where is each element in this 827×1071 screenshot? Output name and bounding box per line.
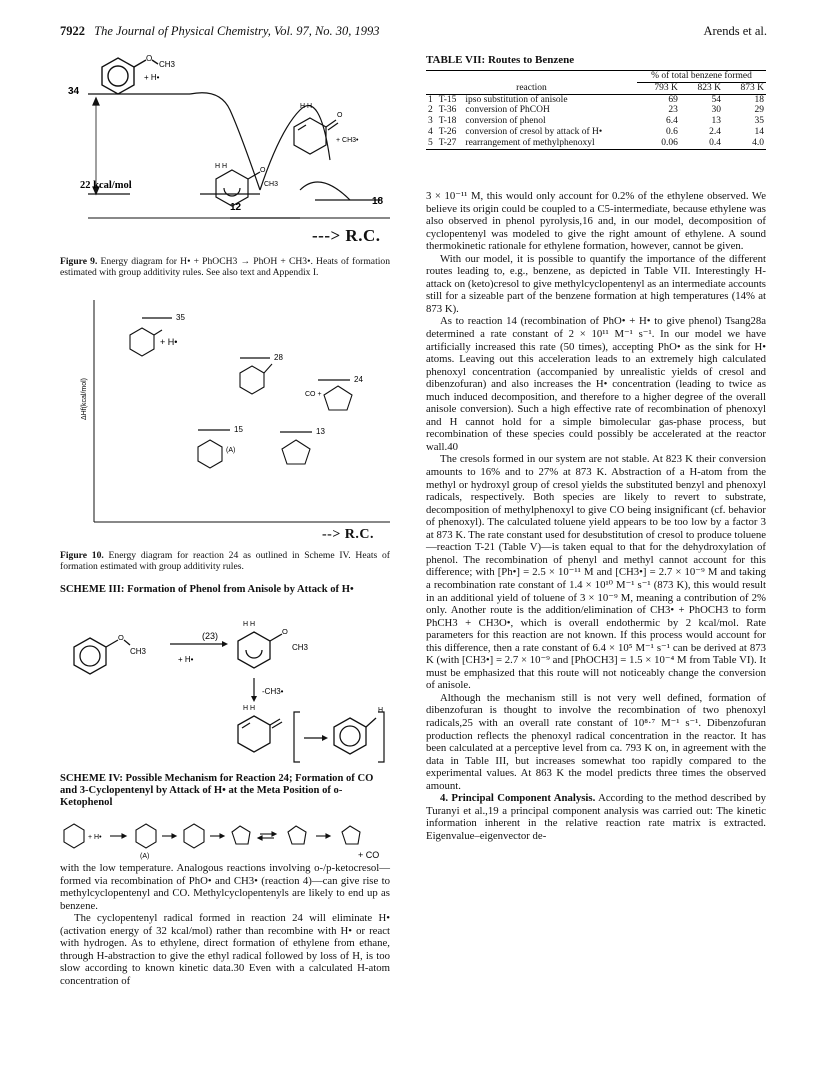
table-7-grid	[426, 70, 766, 150]
figure-10-axis-label: --> R.C.	[322, 527, 375, 542]
figure-9-diagram	[60, 50, 390, 248]
authors: Arends et al.	[703, 24, 767, 38]
ipso-intermediate-structure	[216, 170, 260, 206]
intermediate-28-structure	[240, 364, 272, 394]
right-paragraph: With our model, it is possible to quantify the importance of the different routes leading to, e.g., benzene, as depicted in Table VII. Interestingly H-attack on (keto)cresol to give methylcyclopentenyl as an intermediate accounts still for a sizeable part of the benzene formation at high temperatures (14% at 873 K).	[426, 252, 766, 315]
level-15: 15	[234, 425, 243, 434]
ch3-radical: + CH3•	[336, 137, 359, 144]
cell-value: 54	[711, 94, 721, 105]
right-body-text	[426, 190, 766, 842]
temp-header: 873 K	[723, 82, 766, 94]
o-s3a: O	[118, 633, 124, 642]
bracket-right	[378, 712, 384, 762]
left-paragraph: with the low temperature. Analogous reactions involving o-/p-ketocresol—formed via recombination of PhO• and CH3• (reaction 4)—can give rise to methylcyclopentenyl and CO. Methylcyclopentenyls are likely to end up as benzene.	[60, 862, 390, 912]
scheme-4-diagram	[60, 814, 390, 860]
figure-10-diagram	[60, 300, 390, 525]
cell-value: 2.4	[709, 126, 721, 137]
table-7-title: TABLE VII: Routes to Benzene	[426, 54, 575, 66]
cell-n: 4	[428, 126, 433, 137]
table-7-group-header: % of total benzene formed	[637, 71, 766, 83]
cell-desc: ipso substitution of anisole	[465, 94, 568, 105]
o-label-9a: O	[146, 54, 153, 63]
cell-value: 69	[668, 94, 678, 105]
hh-label-9b: H H	[300, 103, 313, 110]
cell-value: 29	[754, 105, 764, 116]
temp-header: 823 K	[680, 82, 723, 94]
scheme-3	[60, 612, 390, 770]
cell-value: 0.06	[637, 138, 680, 149]
level-13: 13	[316, 427, 325, 436]
ch3-s3a: CH3	[130, 647, 147, 656]
level-18-label: 18	[372, 196, 384, 207]
figure-10	[60, 300, 390, 525]
y-axis-label-10: ΔHf(kcal/mol)	[81, 377, 88, 420]
energy-levels-10	[94, 318, 390, 522]
scheme-4-title: SCHEME IV: Possible Mechanism for Reaction 24; Formation of CO and 3-Cyclopentenyl by Attack of H• at the Meta Position of o-Ketophenol	[60, 773, 374, 808]
hh-s3a: H H	[243, 621, 256, 628]
table-row	[426, 94, 766, 105]
cell-n: 3	[428, 116, 433, 127]
table-row	[426, 127, 766, 138]
table-row	[426, 116, 766, 127]
level-28: 28	[274, 353, 283, 362]
temp-header: 793 K	[637, 82, 680, 94]
table-7	[426, 70, 766, 150]
cell-id: T-36	[438, 105, 457, 116]
ch3-s3b: CH3	[292, 643, 309, 652]
cell-n: 2	[428, 105, 433, 116]
ketophenol-structure	[130, 328, 162, 356]
journal-title: The Journal of Physical Chemistry, Vol. 97, No. 30, 1993	[94, 24, 380, 38]
co-s4: + CO	[358, 850, 380, 860]
page-number: 7922	[60, 24, 85, 38]
cell-value: 0.4	[680, 138, 723, 149]
h-plus-s3: + H•	[178, 655, 194, 664]
cell-id: T-27	[437, 138, 464, 149]
hh-label-9a: H H	[215, 163, 228, 170]
o-label-9c: O	[337, 112, 343, 119]
h-plus-s4: + H•	[88, 834, 102, 841]
table-row	[426, 105, 766, 116]
cell-value: 6.4	[666, 116, 678, 127]
running-header	[60, 24, 767, 40]
cell-value: 14	[754, 126, 764, 137]
figure-9-axis-label: ---> R.C.	[312, 226, 381, 245]
cell-value: 0.6	[666, 126, 678, 137]
arrow-23-head	[222, 641, 228, 647]
scheme-3-title: SCHEME III: Formation of Phenol from Anisole by Attack of H•	[60, 584, 354, 595]
phenol-s3	[334, 718, 376, 754]
cell-value: 4.0	[723, 138, 766, 149]
cell-value: 35	[754, 116, 764, 127]
scheme-4	[60, 814, 390, 860]
ch3-mid: CH3	[264, 181, 279, 188]
table-row	[426, 138, 766, 149]
figure-9-caption	[60, 256, 390, 278]
h-label-s3: H	[378, 707, 384, 714]
level-24: 24	[354, 375, 363, 384]
arrow-down-head	[251, 696, 257, 702]
arrow-phenol-head	[322, 735, 328, 741]
cell-n: 5	[426, 138, 437, 149]
bracket-left	[294, 712, 300, 762]
right-paragraph: The cresols formed in our system are not stable. At 823 K their conversion amounts to 16% and to 27% at 873 K. Abstraction of a H-atom from the methyl or hydroxyl group of cresol yields the substituted benzyl and phenoxyl radicals, respectively. Both species are likely to revert to substrate, decomposition of methylphenoxyl to give CO being insignificant (cf. behavior of phenoxyl). The calculated toluene yield appears to be too low by a factor 3 at 873 K. The rate constant used for desubstitution of cresol to produce toluene—reaction T-21 (Table V)—is taken equal to that for the dehydroxylation of phenol. The recombination of phenyl and methyl cannot account for this difference; with [Ph•] = 2.5 × 10⁻¹¹ M and [CH3•] = 2.7 × 10⁻⁹ M and taking a recombination rate constant of 1.4 × 10¹⁰ M⁻¹ s⁻¹ (873 K), this would result in an additional yield of toluene of 3 × 10⁻⁹ M, meaning a contribution of 2% only. Another route is the addition/elimination of CH3• + PhOCH3 to form PhCH3 + CH3O•, which is overall endothermic by 2 kcal/mol. Rate parameters for this reaction are not known. If this process would account for this difference, then a rate constant of 6.4 × 10⁵ M⁻¹ s⁻¹ can be derived at 873 K (with [CH3•] = 2.7 × 10⁻⁹ and [PhOCH3] = 1.5 × 10⁻⁴ M from Table VI). It must be emphasized that this route will not noticeably change the conversion of anisole.	[426, 453, 766, 692]
keto-s3	[238, 716, 282, 752]
cell-desc: conversion of PhCOH	[465, 105, 550, 116]
level-12-label: 12	[230, 202, 242, 213]
anisole-s3	[74, 638, 130, 674]
figure-9-caption-text: Energy diagram for H• + PhOCH3 → PhOH + CH3•. Heats of formation estimated with group additivity rules. See also text and Appendix I.	[60, 256, 390, 279]
left-paragraph: The cyclopentenyl radical formed in reaction 24 will eliminate H• (activation energy of 32 kcal/mol) rather than recombine with H• or react with hydrogen. As to ethylene, direct formation of ethylene from ethane, through H-abstraction to give the ethyl radical followed by loss of H, is too slow according to known kinetic data.30 Even with a calculated H-atom concentration of	[60, 912, 390, 987]
cell-id: T-15	[438, 94, 457, 105]
ch3-top: CH3	[159, 60, 176, 69]
section-4-text: According to the method described by Turanyi et al.,19 a principal component analysis was carried out: The kinetic information inherent in the relative reaction rate matrix is extracted. Eigenvalue–eigenvector de-	[426, 792, 766, 842]
intermediate-a-structure	[198, 440, 222, 468]
right-paragraph: As to reaction 14 (recombination of PhO• + H• to give phenol) Tsang28a determined a rate constant of 2 × 10¹¹ M⁻¹ s⁻¹. In our model we have artificially increased this rate (50 times), accepting PhO• as the sink for H• atoms. Leaving out this acceleration leads to an extremely high calculated phenoxyl concentration (accompanied by unrealistic yields of cresol and dibenzofuran) and also increases the H• concentration (leading to twice as much induced decomposition, and therefore to a higher degree of the overall anisole conversion). Such a high effective rate of recombination of phenoxyl and H cannot hold for a simple bimolecular gas-phase process, but recombination of these species could possibly be accelerated at the reactor wall.40	[426, 315, 766, 453]
right-paragraph: 3 × 10⁻¹¹ M, this would only account for 0.2% of the ethylene observed. We believe its origin could be coupled to a C5-intermediate, because ethylene was also observed in phenol pyrolysis,16 and, in our model, decomposition of cyclopentenyl was modeled to give the right amount of ethylene. A sound thermokinetic rationale for ethylene formation, however, cannot be given.	[426, 190, 766, 253]
cyclopentenyl-24-structure	[324, 386, 352, 410]
cell-n: 1	[428, 94, 433, 105]
level-35: 35	[176, 313, 185, 322]
label-a-10: (A)	[226, 447, 236, 454]
level-34-label: 34	[68, 86, 80, 97]
cell-value: 13	[711, 116, 721, 127]
cell-desc: rearrangement of methylphenoxyl	[463, 138, 637, 149]
keto-product-structure	[294, 118, 338, 154]
figure-10-caption-label: Figure 10.	[60, 550, 104, 561]
co-label: CO +	[305, 391, 322, 398]
bicyclic-13-structure	[282, 440, 310, 464]
left-body-text	[60, 862, 390, 987]
minus-ch3: -CH3•	[262, 687, 284, 696]
h-plus-9: + H•	[144, 73, 160, 82]
figure-9	[60, 50, 390, 248]
label-a-s4: (A)	[140, 853, 150, 860]
right-paragraph: Although the mechanism still is not very well defined, formation of dibenzofuran is thought to involve the recombination of two phenoxyl radicals,25 with an overall rate constant of 10⁸·⁷ M⁻¹ s⁻¹. Dibenzofuran production reflects the phenoxyl radical concentration in the reactor. It has been calculated at a perceptive level from ca. 793 K on, in agreement with the data in Table III, but increases somewhat too rapidly compared to the experimental values. At 863 K the model predicts three times the observed amount.	[426, 691, 766, 792]
section-4-heading: 4. Principal Component Analysis.	[440, 792, 596, 805]
table-7-reaction-header: reaction	[426, 82, 637, 94]
ipso-adduct-s3	[238, 632, 282, 668]
cell-desc: conversion of cresol by attack of H•	[465, 126, 603, 137]
o-label-9b: O	[260, 167, 266, 174]
figure-9-caption-label: Figure 9.	[60, 256, 98, 267]
energy-22-label: 22 kcal/mol	[80, 180, 132, 191]
scheme-3-diagram	[60, 612, 390, 770]
hh-s3b: H H	[243, 705, 256, 712]
cell-value: 30	[711, 105, 721, 116]
r23-label: (23)	[202, 631, 219, 641]
o-s3b: O	[282, 627, 288, 636]
cell-value: 18	[754, 94, 764, 105]
cell-desc: conversion of phenol	[465, 116, 546, 127]
cell-value: 23	[668, 105, 678, 116]
figure-10-caption-text: Energy diagram for reaction 24 as outlined in Scheme IV. Heats of formation estimated with group additivity rules.	[60, 550, 390, 573]
figure-10-caption	[60, 550, 390, 572]
scheme4-structures	[64, 824, 360, 848]
cell-id: T-26	[438, 126, 457, 137]
section-4-paragraph	[426, 792, 766, 842]
h-plus-10: + H•	[160, 337, 178, 347]
cell-id: T-18	[438, 116, 457, 127]
